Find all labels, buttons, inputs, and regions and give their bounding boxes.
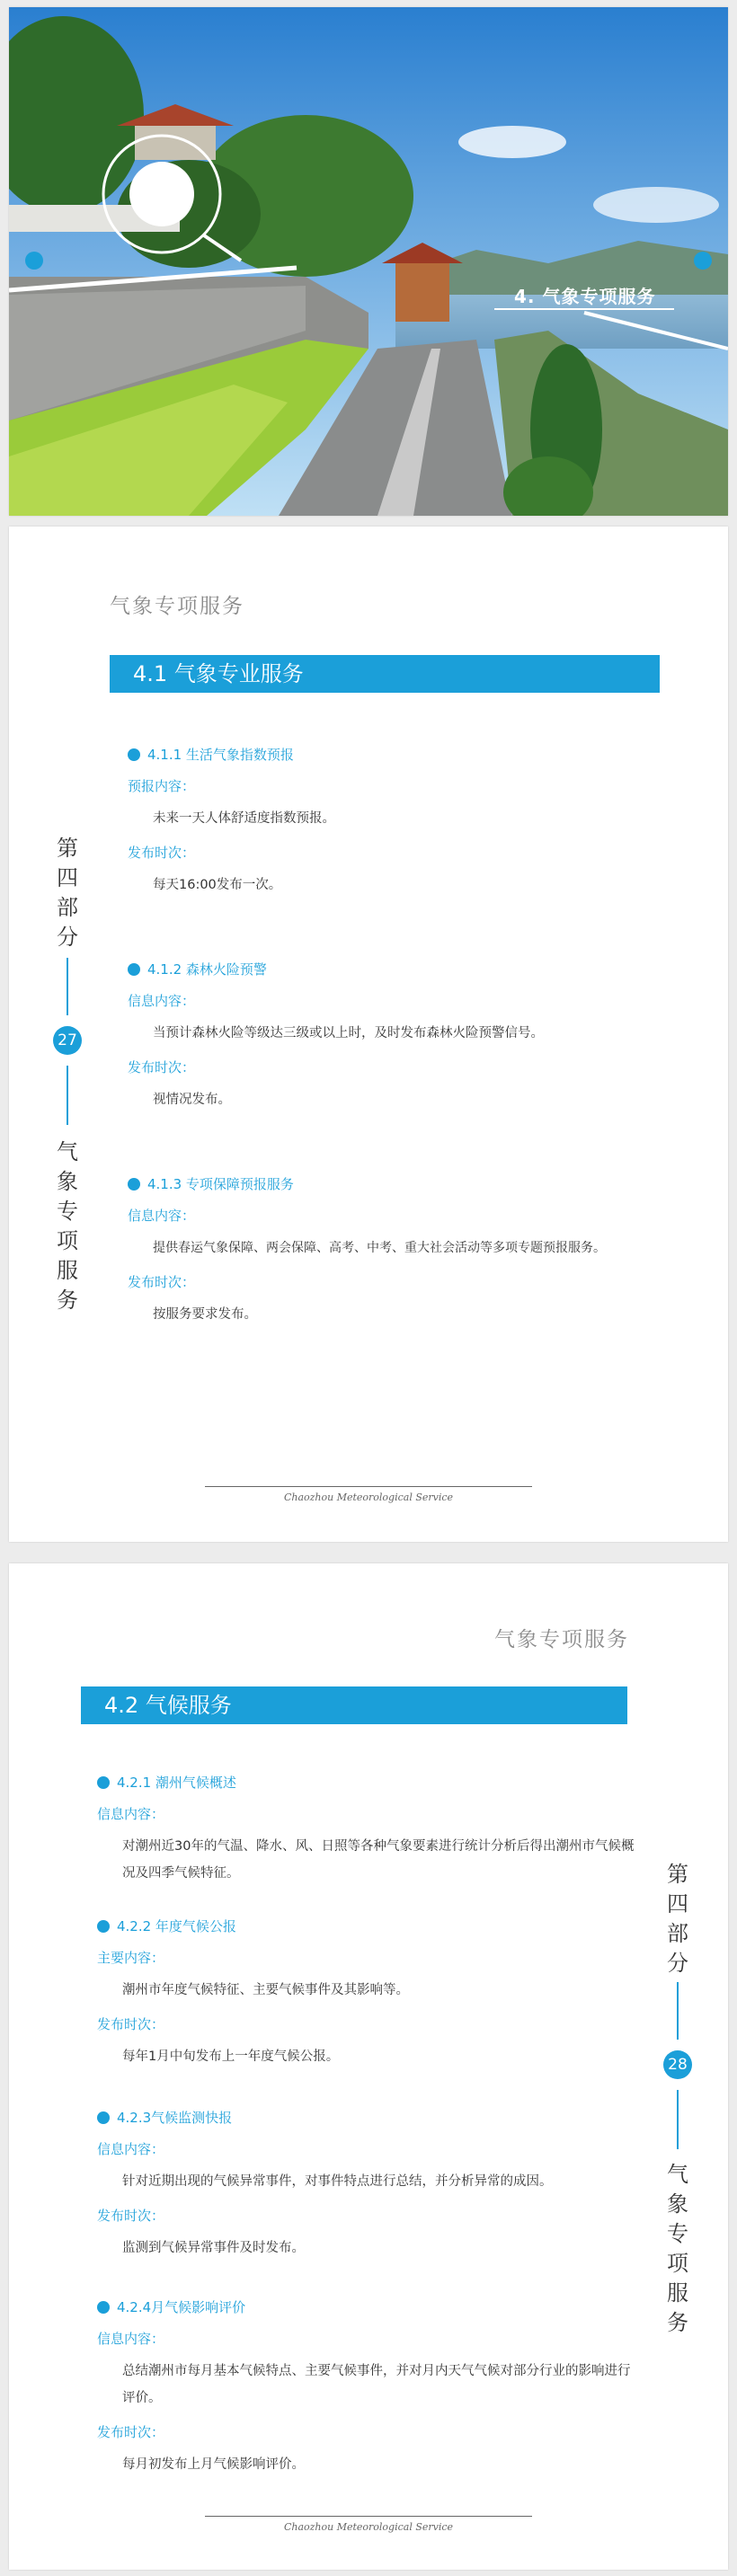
- side-title-label: 气 象 专 项 服 务: [667, 2162, 688, 2335]
- coastal-road-photo: [9, 7, 728, 516]
- time-label: 发布时次：: [128, 845, 196, 861]
- time-text: 按服务要求发布。: [153, 1307, 257, 1322]
- time-label: 发布时次：: [97, 2424, 165, 2440]
- content-text: 未来一天人体舒适度指数预报。: [153, 811, 335, 826]
- bullet-icon: [128, 1178, 140, 1191]
- section-4-2-3: [97, 2107, 636, 2262]
- time-label: 发布时次：: [128, 1274, 196, 1290]
- page-27: [9, 527, 728, 1542]
- bullet-icon: [128, 963, 140, 976]
- time-text: 每月初发布上月气候影响评价。: [122, 2457, 305, 2472]
- bullet-icon: [97, 1776, 110, 1789]
- content-label: 信息内容：: [97, 1806, 165, 1822]
- section-title: 4. 气象专项服务: [514, 286, 656, 307]
- content-label: 信息内容：: [97, 2141, 165, 2157]
- content-text: 对潮州近30年的气温、降水、风、日照等各种气象要素进行统计分析后得出潮州市气候概况及四季气候特征。: [122, 1839, 635, 1881]
- section-band: 4.1 气象专业服务: [110, 655, 660, 693]
- title-underline: [494, 308, 674, 310]
- footer-text: Chaozhou Meteorological Service: [283, 2521, 454, 2533]
- side-title-label: 气 象 专 项 服 务: [57, 1139, 78, 1313]
- side-divider: [67, 958, 68, 1015]
- section-4-1-1: [128, 744, 667, 899]
- side-divider: [67, 1066, 68, 1125]
- time-text: 监测到气候异常事件及时发布。: [122, 2241, 305, 2255]
- cover-photo-page: [9, 7, 728, 516]
- time-text: 视情况发布。: [153, 1093, 231, 1107]
- time-text: 每天16:00发布一次。: [153, 878, 282, 892]
- page-number-badge: 28: [663, 2050, 692, 2079]
- section-heading: 4.2.2 年度气候公报: [97, 1916, 636, 1937]
- time-text: 每年1月中旬发布上一年度气候公报。: [122, 2049, 340, 2064]
- content-label: 信息内容：: [128, 993, 196, 1009]
- bullet-icon: [97, 1920, 110, 1933]
- bullet-icon: [97, 2301, 110, 2314]
- content-label: 预报内容：: [128, 778, 196, 794]
- side-part-label: 第 四 部 分: [667, 1862, 688, 1976]
- section-heading: 4.2.1 潮州气候概述: [97, 1772, 636, 1793]
- section-band: 4.2 气候服务: [81, 1686, 627, 1724]
- section-4-1-3: [128, 1173, 703, 1328]
- content-label: 信息内容：: [97, 2331, 165, 2347]
- content-text: 针对近期出现的气候异常事件，对事件特点进行总结，并分析异常的成因。: [122, 2174, 553, 2189]
- content-label: 主要内容：: [97, 1950, 165, 1966]
- time-label: 发布时次：: [97, 2208, 165, 2224]
- page-header: 气象专项服务: [494, 1628, 629, 1651]
- content-text: 当预计森林火险等级达三级或以上时，及时发布森林火险预警信号。: [153, 1026, 544, 1040]
- section-4-2-2: [97, 1916, 636, 2070]
- bullet-icon: [128, 748, 140, 761]
- side-part-label: 第 四 部 分: [57, 836, 78, 950]
- section-4-2-1: [97, 1772, 636, 1887]
- bullet-icon: [97, 2111, 110, 2124]
- section-heading: 4.1.1 生活气象指数预报: [128, 744, 667, 766]
- section-heading: 4.2.3气候监测快报: [97, 2107, 636, 2129]
- section-4-1-2: [128, 959, 685, 1113]
- side-divider: [677, 1982, 679, 2040]
- time-label: 发布时次：: [128, 1059, 196, 1076]
- page-header: 气象专项服务: [110, 595, 244, 618]
- side-divider: [677, 2090, 679, 2149]
- section-heading: 4.1.3 专项保障预报服务: [128, 1173, 703, 1195]
- content-label: 信息内容：: [128, 1208, 196, 1224]
- time-label: 发布时次：: [97, 2016, 165, 2032]
- section-4-2-4: [97, 2297, 636, 2478]
- page-number-badge: 27: [53, 1026, 82, 1055]
- footer-line: [205, 1486, 532, 1487]
- section-heading: 4.2.4月气候影响评价: [97, 2297, 636, 2318]
- footer-text: Chaozhou Meteorological Service: [283, 1492, 454, 1503]
- content-text: 潮州市年度气候特征、主要气候事件及其影响等。: [122, 1983, 409, 1997]
- content-text: 提供春运气象保障、两会保障、高考、中考、重大社会活动等多项专题预报服务。: [153, 1241, 606, 1255]
- content-text: 总结潮州市每月基本气候特点、主要气候事件，并对月内天气气候对部分行业的影响进行评价。: [122, 2364, 631, 2405]
- section-heading: 4.1.2 森林火险预警: [128, 959, 685, 980]
- footer-line: [205, 2516, 532, 2517]
- page-28: [9, 1563, 728, 2570]
